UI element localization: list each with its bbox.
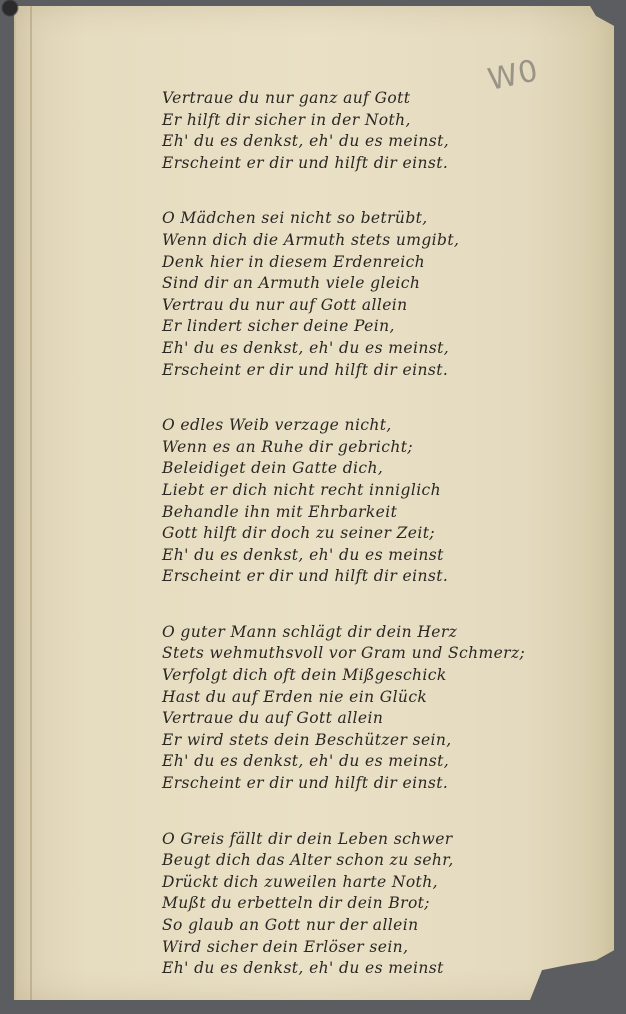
poem-line: So glaub an Gott nur der allein [162,916,419,934]
poem-line: Behandle ihn mit Ehrbarkeit [162,502,398,521]
stanza-4 [162,622,592,795]
corner-stain [0,0,40,30]
poem-line: Hast du auf Erden nie ein Glück [162,687,428,706]
poem-line: Eh' du es denkst, eh' du es meinst, [162,132,450,151]
poem-line: Wenn es an Ruhe dir gebricht; [162,437,413,456]
poem-line: Eh' du es denkst, eh' du es meinst [162,545,444,564]
poem-line: Eh' du es denkst, eh' du es meinst [162,959,444,978]
stanza-2 [162,208,592,381]
poem-line: Erscheint er dir und hilft dir einst. [162,360,449,379]
poem-line: Vertrau du nur auf Gott allein [162,295,408,314]
stanza-5 [162,829,592,980]
poem-line: Gott hilft dir doch zu seiner Zeit; [162,524,435,543]
poem-line: Beugt dich das Alter schon zu sehr, [162,851,454,870]
poem-line: Sind dir an Armuth viele gleich [162,274,421,293]
poem-line: Er hilft dir sicher in der Noth, [162,110,411,129]
poem-line: Beleidiget dein Gatte dich, [162,459,384,478]
poem-line: Liebt er dich nicht recht inniglich [162,480,442,499]
poem-line: Wenn dich die Armuth stets umgibt, [162,230,460,249]
poem-line: O Mädchen sei nicht so betrübt, [162,209,428,228]
poem-line: Denk hier in diesem Erdenreich [162,252,426,271]
pencil-annotation: W0 [484,53,542,98]
poem-line: Wird sicher dein Erlöser sein, [162,937,409,956]
poem-line: Eh' du es denkst, eh' du es meinst, [162,752,450,771]
poem-line: Er wird stets dein Beschützer sein, [162,730,452,749]
poem-line: Eh' du es denkst, eh' du es meinst, [162,338,450,357]
poem-line: Verfolgt dich oft dein Mißgeschick [162,666,447,685]
stanza-1 [162,88,592,174]
poem-line: Erscheint er dir und hilft dir einst. [162,774,449,793]
poem-line: Mußt du erbetteln dir dein Brot; [162,894,430,913]
stanza-3 [162,415,592,588]
poem-line: Erscheint er dir und hilft dir einst. [162,153,449,172]
page-fold [30,6,32,1000]
poem-line: O guter Mann schlägt dir dein Herz [162,622,458,641]
poem-line: Drückt dich zuweilen harte Noth, [162,872,438,891]
poem-line: O edles Weib verzage nicht, [162,416,392,435]
poem-line: Er lindert sicher deine Pein, [162,317,395,336]
poem-line: Erscheint er dir und hilft dir einst. [162,567,449,586]
poem-line: O Greis fällt dir dein Leben schwer [162,829,453,848]
poem-line: Vertraue du auf Gott allein [162,709,384,728]
poem-line: Stets wehmuthsvoll vor Gram und Schmerz; [162,644,526,663]
poem-line: Vertraue du nur ganz auf Gott [162,89,411,107]
poem [162,88,592,1014]
